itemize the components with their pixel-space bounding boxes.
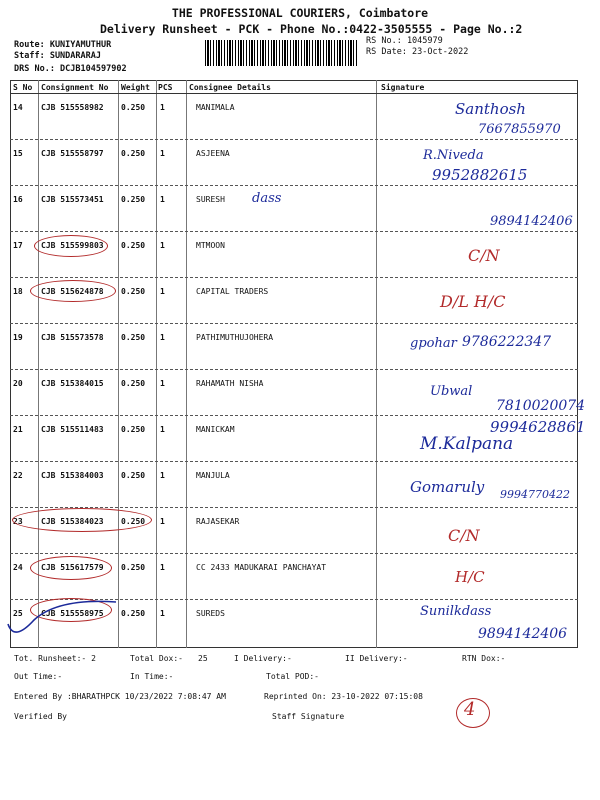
phone-20: 7810020074 [496,398,586,414]
cell-sno: 15 [13,149,23,158]
cell-sno: 16 [13,195,23,204]
cell-sno: 14 [13,103,23,112]
cell-consignee: RAHAMATH NISHA [196,379,264,388]
cell-consignee: MTMOON [196,241,225,250]
cell-pcs: 1 [160,563,165,572]
rs-date: RS Date: 23-Oct-2022 [366,47,469,57]
col-pcs: PCS [158,83,173,92]
cell-sno: 20 [13,379,23,388]
cell-sno: 22 [13,471,23,480]
out-time: Out Time:- [14,672,63,681]
column-divider [156,80,157,648]
cell-pcs: 1 [160,195,165,204]
circled-page-number: 4 [464,699,476,720]
cell-weight: 0.250 [121,195,146,204]
cell-consignment: CJB 515558797 [41,149,104,158]
signature-25: Sunilkdass [420,604,492,619]
drs-number: DRS No.: DCJB104597902 [14,64,127,74]
column-divider [186,80,187,648]
rtn-dox: RTN Dox:- [462,654,506,663]
row-divider [10,231,578,232]
reprinted-on: Reprinted On: 23-10-2022 07:15:08 [264,692,423,701]
cell-sno: 24 [13,563,23,572]
status-18: D/L H/C [440,292,506,311]
phone-16: 9894142406 [490,214,573,229]
handwritten-name-16: dass [252,191,282,206]
staff-label: Staff: SUNDARARAJ [14,51,101,61]
cell-pcs: 1 [160,379,165,388]
phone-19: 9786222347 [462,334,552,350]
cell-weight: 0.250 [121,471,146,480]
cell-consignment: CJB 515511483 [41,425,104,434]
cell-sno: 23 [13,517,23,526]
cell-sno: 18 [13,287,23,296]
col-consignee: Consignee Details [189,83,271,92]
cell-sno: 21 [13,425,23,434]
cell-consignment: CJB 515384015 [41,379,104,388]
column-divider [118,80,119,648]
status-24: H/C [455,568,485,586]
col-signature: Signature [381,83,425,92]
signature-14: Santhosh [455,100,526,118]
route-label: Route: KUNIYAMUTHUR [14,40,112,50]
cell-consignment: CJB 515599803 [41,241,104,250]
total-pod: Total POD:- [266,672,319,681]
cell-consignment: CJB 515384003 [41,471,104,480]
entered-by: Entered By :BHARATHPCK 10/23/2022 7:08:47 AM [14,692,226,701]
cell-sno: 17 [13,241,23,250]
cell-sno: 25 [13,609,23,618]
cell-consignee: RAJASEKAR [196,517,240,526]
cell-pcs: 1 [160,103,165,112]
phone-21: 9994628861 [490,418,586,436]
cell-weight: 0.250 [121,103,146,112]
signature-20: Ubwal [430,384,473,399]
cell-consignment: CJB 515617579 [41,563,104,572]
cell-weight: 0.250 [121,563,146,572]
company-title: THE PROFESSIONAL COURIERS, Coimbatore [171,6,429,20]
cell-weight: 0.250 [121,287,146,296]
cell-consignment: CJB 515573451 [41,195,104,204]
cell-consignment: CJB 515573578 [41,333,104,342]
tot-runsheet: Tot. Runsheet:- 2 [14,654,96,663]
cell-pcs: 1 [160,517,165,526]
ink-circle [34,235,108,257]
phone-14: 7667855970 [478,122,561,137]
header-divider [10,93,578,94]
row-divider [10,185,578,186]
total-dox-value: 25 [198,654,208,663]
cell-weight: 0.250 [121,379,146,388]
row-divider [10,415,578,416]
i-delivery: I Delivery:- [234,654,292,663]
cell-consignment: CJB 515558982 [41,103,104,112]
row-divider [10,323,578,324]
cell-pcs: 1 [160,241,165,250]
ink-stroke [4,596,124,642]
signature-22: Gomaruly [410,478,485,496]
cell-consignment: CJB 515624878 [41,287,104,296]
ink-circle [30,280,116,302]
cell-weight: 0.250 [121,609,146,618]
cell-pcs: 1 [160,333,165,342]
cell-consignee: SURESH [196,195,225,204]
col-sno: S No [13,83,33,92]
verified-by: Verified By [14,712,67,721]
cell-weight: 0.250 [121,425,146,434]
barcode [205,40,357,66]
ii-delivery: II Delivery:- [345,654,408,663]
col-weight: Weight [121,83,150,92]
cell-consignee: SUREDS [196,609,225,618]
row-divider [10,369,578,370]
cell-pcs: 1 [160,287,165,296]
cell-weight: 0.250 [121,241,146,250]
runsheet-title: Delivery Runsheet - PCK - Phone No.:0422-3505555 - Page No.:2 [100,22,523,36]
cell-consignee: CC 2433 MADUKARAI PANCHAYAT [196,563,327,572]
cell-pcs: 1 [160,609,165,618]
cell-pcs: 1 [160,425,165,434]
cell-consignee: MANICKAM [196,425,235,434]
staff-signature-label: Staff Signature [272,712,345,721]
row-divider [10,553,578,554]
cell-consignee: MANJULA [196,471,230,480]
ink-circle [12,508,152,532]
cell-consignment: CJB 515384023 [41,517,104,526]
signature-15: R.Niveda [423,148,484,163]
cell-consignee: CAPITAL TRADERS [196,287,269,296]
status-23: C/N [448,526,480,545]
row-divider [10,139,578,140]
cell-consignee: ASJEENA [196,149,230,158]
signature-19: gpohar [410,336,457,351]
cell-pcs: 1 [160,471,165,480]
cell-consignment: CJB 515558975 [41,609,104,618]
row-divider [10,277,578,278]
column-divider [376,80,377,648]
row-divider [10,461,578,462]
cell-pcs: 1 [160,149,165,158]
phone-15: 9952882615 [432,166,528,184]
in-time: In Time:- [130,672,174,681]
cell-consignee: MANIMALA [196,103,235,112]
phone-22: 9994770422 [500,488,570,501]
signature-21: M.Kalpana [420,434,514,454]
status-17: C/N [468,246,500,265]
cell-sno: 19 [13,333,23,342]
cell-weight: 0.250 [121,149,146,158]
col-consignment: Consignment No [41,83,109,92]
ink-circle [30,556,112,580]
total-dox-label: Total Dox:- [130,654,183,663]
cell-weight: 0.250 [121,333,146,342]
cell-consignee: PATHIMUTHUJOHERA [196,333,274,342]
cell-weight: 0.250 [121,517,146,526]
phone-25: 9894142406 [478,626,568,642]
rs-number: RS No.: 1045979 [366,36,443,46]
